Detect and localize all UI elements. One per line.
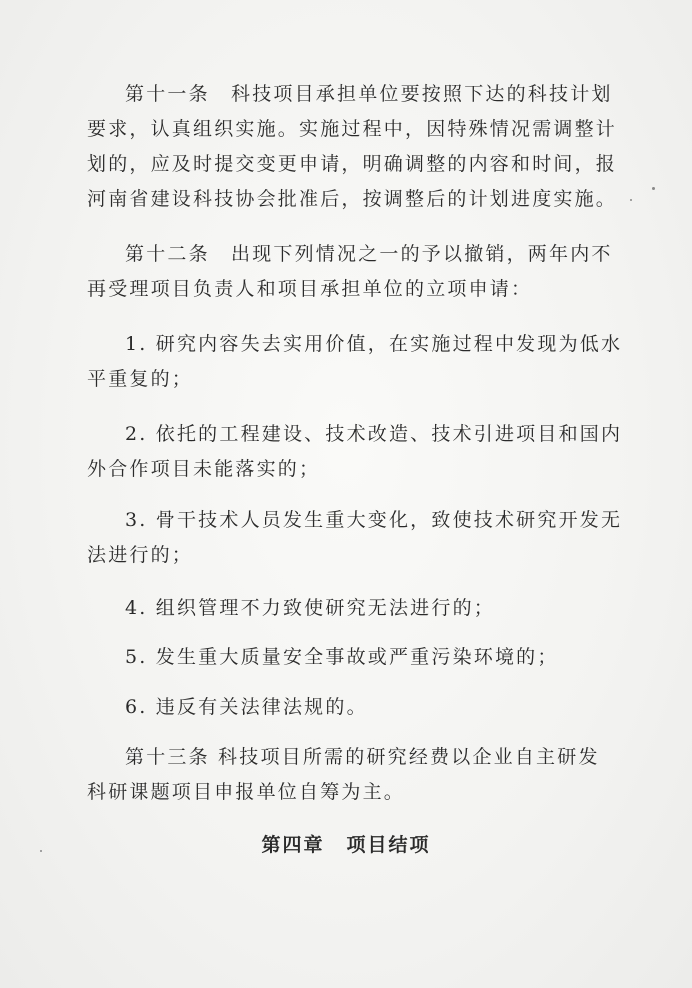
text-line: 第十二条 出现下列情况之一的予以撤销，两年内不 bbox=[125, 243, 613, 265]
text-line: 划的，应及时提交变更申请，明确调整的内容和时间，报 bbox=[87, 153, 618, 175]
list-item-5 bbox=[87, 640, 597, 675]
text-line: 5. 发生重大质量安全事故或严重污染环境的； bbox=[125, 646, 559, 668]
text-line: 要求，认真组织实施。实施过程中，因特殊情况需调整计 bbox=[87, 118, 618, 140]
list-item-4 bbox=[87, 591, 597, 626]
chapter-number: 第四章 bbox=[261, 834, 325, 856]
list-item-1 bbox=[87, 327, 623, 397]
text-line: 第十一条 科技项目承担单位要按照下达的科技计划 bbox=[125, 83, 613, 105]
text-line: 3. 骨干技术人员发生重大变化，致使技术研究开发无 bbox=[125, 509, 623, 531]
text-line: 河南省建设科技协会批准后，按调整后的计划进度实施。 bbox=[87, 188, 618, 210]
text-line: 4. 组织管理不力致使研究无法进行的； bbox=[125, 597, 495, 619]
list-item-6 bbox=[87, 690, 597, 725]
scan-speck bbox=[652, 187, 655, 190]
paragraph-article-11 bbox=[87, 77, 618, 217]
text-line: 科研课题项目申报单位自筹为主。 bbox=[87, 781, 406, 803]
chapter-title: 项目结项 bbox=[346, 834, 431, 856]
text-line: 再受理项目负责人和项目承担单位的立项申请： bbox=[87, 278, 533, 300]
list-item-2 bbox=[87, 417, 623, 487]
scan-speck bbox=[630, 199, 632, 201]
text-line: 1. 研究内容失去实用价值，在实施过程中发现为低水 bbox=[125, 333, 623, 355]
text-line: 第十三条 科技项目所需的研究经费以企业自主研发 bbox=[125, 746, 600, 768]
paragraph-article-13 bbox=[87, 740, 600, 810]
text-line: 2. 依托的工程建设、技术改造、技术引进项目和国内 bbox=[125, 423, 623, 445]
text-line: 外合作项目未能落实的； bbox=[87, 458, 321, 480]
text-line: 平重复的； bbox=[87, 368, 194, 390]
text-line: 法进行的； bbox=[87, 544, 194, 566]
text-line: 6. 违反有关法律法规的。 bbox=[125, 696, 368, 718]
list-item-3 bbox=[87, 503, 623, 573]
paragraph-article-12 bbox=[87, 237, 613, 307]
scan-speck bbox=[40, 850, 42, 852]
chapter-heading bbox=[0, 830, 692, 857]
